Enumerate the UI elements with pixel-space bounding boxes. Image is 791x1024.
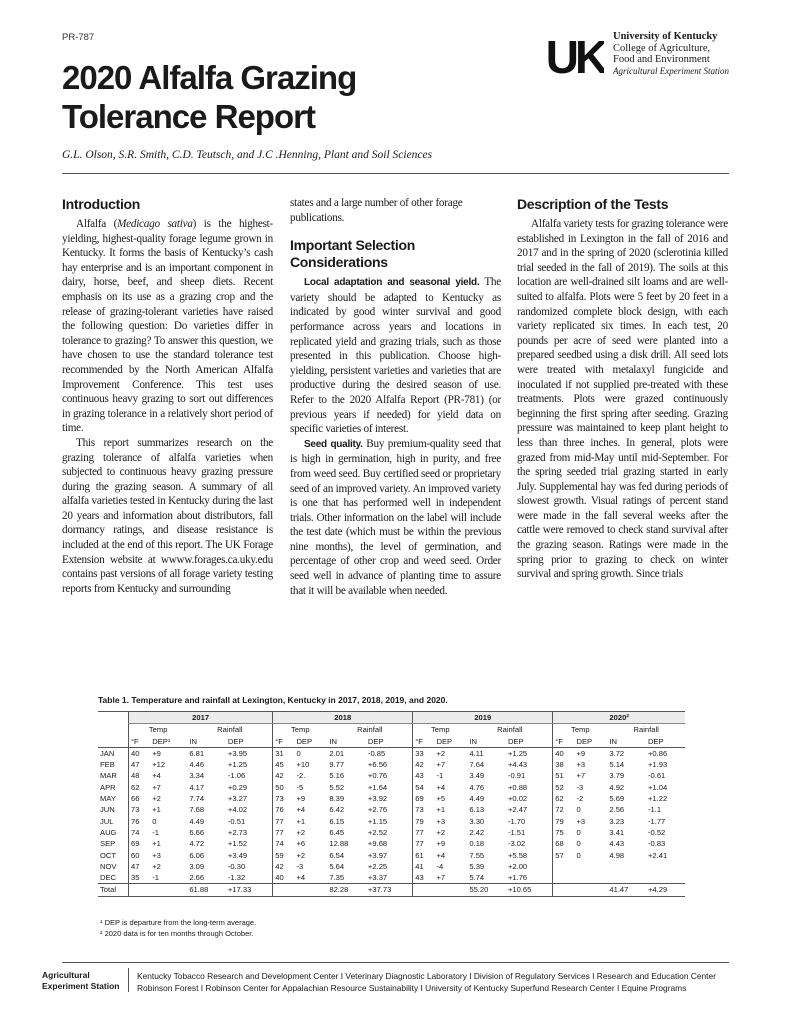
unit-cell: DEP — [506, 736, 553, 748]
table-cell: 4.49 — [189, 816, 205, 826]
table-cell: 41.47 — [607, 884, 646, 896]
table-cell: 4.76 — [469, 782, 485, 792]
footer-station: Agricultural Experiment Station — [42, 970, 120, 991]
unit-cell: DEP — [434, 736, 467, 748]
table-cell: 7.68 — [189, 805, 205, 815]
footer-divider — [62, 962, 729, 963]
table-cell: 38 — [553, 759, 575, 770]
row-label: FEB — [100, 760, 115, 770]
table-cell: -0.30 — [227, 861, 246, 871]
table-cell: -0.85 — [366, 747, 413, 759]
unit-cell: °F — [553, 736, 575, 748]
table-cell: 7.35 — [329, 873, 345, 883]
table-cell: 66 — [129, 793, 151, 804]
table-cell: 3.72 — [607, 747, 646, 759]
table-cell: 9.77 — [329, 760, 345, 770]
table-cell: 73 — [413, 804, 435, 815]
table-cell: 5.64 — [329, 861, 345, 871]
table-cell: 72 — [553, 804, 575, 815]
table-cell: -1 — [436, 771, 444, 781]
table-cell: 79 — [553, 816, 575, 827]
table-cell: 51 — [553, 770, 575, 781]
table-cell: 2.01 — [327, 747, 366, 759]
footnote-2: ² 2020 data is for ten months through October. — [100, 928, 254, 938]
table-row — [98, 861, 685, 872]
table-cell: 3.41 — [609, 827, 625, 837]
report-code: PR-787 — [62, 32, 95, 43]
table-cell: 73 — [273, 793, 295, 804]
table-cell: +9 — [150, 747, 187, 759]
table-cell: 4.72 — [189, 839, 205, 849]
table-cell: 7.64 — [469, 760, 485, 770]
table-cell: 76 — [129, 816, 151, 827]
table-cell: +1.04 — [647, 782, 668, 792]
year-header: 2017 — [129, 712, 273, 724]
table-cell: 2.66 — [189, 873, 205, 883]
table-cell: +4.29 — [646, 884, 685, 896]
footnote-1: ¹ DEP is departure from the long-term average. — [100, 918, 257, 927]
table-cell: 6.42 — [329, 805, 345, 815]
table-cell: 3.49 — [469, 771, 485, 781]
table-cell: 62 — [129, 782, 151, 793]
table-cell: +3 — [436, 816, 446, 826]
table-cell: 3.23 — [609, 816, 625, 826]
table-cell: 41 — [413, 861, 435, 872]
table-cell: 6.54 — [329, 850, 345, 860]
table-cell: +0.02 — [507, 794, 528, 804]
divider — [62, 173, 729, 174]
table-cell: +12 — [152, 760, 166, 770]
table-cell: 40 — [129, 747, 151, 759]
table-cell: -5 — [296, 782, 304, 792]
table-cell: 77 — [413, 838, 435, 849]
unit-cell: °F — [413, 736, 435, 748]
table-cell: 40 — [553, 747, 575, 759]
table-cell: +2.47 — [507, 805, 528, 815]
table-cell: 0 — [576, 805, 581, 815]
unit-cell: DEP — [366, 736, 413, 748]
table-cell: 45 — [273, 759, 295, 770]
table-cell: 2.42 — [469, 827, 485, 837]
table-row — [98, 838, 685, 849]
rain-header: Rainfall — [497, 725, 523, 735]
station-name: Agricultural Experiment Station — [613, 65, 729, 76]
table-cell: +3.27 — [227, 794, 248, 804]
table-cell: +3.95 — [226, 747, 273, 759]
table-row — [98, 872, 685, 884]
table-cell: +1.25 — [506, 747, 553, 759]
table-cell: 75 — [553, 827, 575, 838]
college-line-2: Food and Environment — [613, 54, 710, 65]
table-cell: 6.66 — [189, 827, 205, 837]
table-cell: 4.98 — [609, 850, 625, 860]
seed-quality-paragraph: Seed quality. Buy premium-quality seed that is high in germination, high in purity, and free from weed seed. Buy certified seed or proprietary seed of an improved variety. An improved variety is one that has performed well in independent trials. Other information on the label will include the test date (which must be within the previous nine months), the level of germination, and percentage of other crop and weed seed. Order seed well in advance of planting time to assure that it will be available when needed. — [290, 437, 501, 597]
table-cell: +2.73 — [227, 827, 248, 837]
table-cell: +3 — [576, 760, 586, 770]
table-cell: +5.58 — [507, 850, 528, 860]
table-cell: 74 — [129, 827, 151, 838]
table-cell: +1.93 — [647, 760, 668, 770]
table-cell: 5.14 — [609, 760, 625, 770]
rain-header: Rainfall — [217, 725, 243, 735]
table-cell: 47 — [129, 861, 151, 872]
column-1 — [62, 196, 273, 596]
table-cell: +4 — [296, 873, 306, 883]
table-cell: +1.22 — [647, 794, 668, 804]
table-cell: 5.52 — [329, 782, 345, 792]
table-cell: +7 — [576, 771, 586, 781]
table-cell: 8.39 — [329, 794, 345, 804]
table-cell: 3.34 — [189, 771, 205, 781]
table-cell: -1.51 — [507, 827, 526, 837]
table-cell — [273, 884, 295, 896]
intro-paragraph-1: Alfalfa (Medicago sativa) is the highest-yielding, highest-quality forage legume grown in Kentucky. It forms the basis of Kentucky’s cash hay enterprise and is an important component in dairy, horse, beef, and sheep diets. Recent emphasis on its use as a grazing crop and the release of grazing-tolerant varieties have raised the following question: Do varieties differ in tolerance to grazing? To answer this question, we have chosen to use the standard tolerance test recommended by the North American Alfalfa Improvement Conference. This test uses continuous heavy grazing to sort out differences in grazing tolerance in a relatively short period of time. — [62, 218, 274, 435]
table-cell: +10 — [296, 760, 310, 770]
table-title: Table 1. Temperature and rainfall at Lexington, Kentucky in 2017, 2018, 2019, and 2020. — [98, 695, 448, 705]
year-header: 2019 — [413, 712, 553, 724]
table-cell: 4.92 — [609, 782, 625, 792]
row-label: OCT — [100, 850, 117, 860]
table-cell: 2.56 — [609, 805, 625, 815]
table-cell: +17.33 — [226, 884, 273, 896]
row-label: MAY — [100, 794, 116, 804]
row-label: JUN — [100, 805, 115, 815]
table-cell: -3 — [576, 782, 584, 792]
table-cell: +2.25 — [367, 861, 388, 871]
table-cell: +4 — [152, 771, 161, 781]
table-cell: 12.88 — [329, 839, 349, 849]
table-row — [98, 793, 685, 804]
table-cell: 73 — [129, 804, 151, 815]
unit-cell: DEP¹ — [150, 736, 187, 748]
table-cell: +10.65 — [506, 884, 553, 896]
introduction-heading: Introduction — [62, 196, 141, 212]
table-cell: 62 — [553, 793, 575, 804]
table-cell: 5.74 — [469, 873, 485, 883]
selection-heading: Important Selection Considerations — [290, 237, 415, 271]
table-cell: -1.77 — [647, 816, 666, 826]
table-cell: 74 — [273, 838, 295, 849]
table-row — [98, 770, 685, 781]
table-row — [98, 782, 685, 793]
table-cell: -1.06 — [227, 771, 246, 781]
table-cell: +1.52 — [227, 839, 248, 849]
uk-logo — [546, 32, 604, 76]
table-cell: +3.49 — [227, 850, 248, 860]
footer-line-2: Robinson Forest I Robinson Center for Appalachian Resource Sustainability I University of Kentucky Superfund Research Center I Equine Programs — [137, 983, 687, 993]
continued-paragraph: states and a large number of other forage publications. — [290, 197, 463, 224]
table-cell: 3.79 — [609, 771, 625, 781]
table-cell: +2 — [152, 794, 161, 804]
table-cell: +3 — [576, 816, 586, 826]
table-cell: 0.18 — [469, 839, 485, 849]
table-row — [98, 747, 685, 759]
table-notes — [100, 918, 256, 939]
table-cell: +4.43 — [507, 760, 528, 770]
table-cell — [434, 884, 467, 896]
table-cell: +3.37 — [367, 873, 388, 883]
temp-header: Temp — [553, 724, 608, 736]
table-cell: +37.73 — [366, 884, 413, 896]
table-cell: 7.74 — [189, 794, 205, 804]
table-cell: +4.02 — [227, 805, 248, 815]
table-cell: 31 — [273, 747, 295, 759]
table-cell: +7 — [436, 873, 446, 883]
table-cell: -1.1 — [647, 805, 662, 815]
table-cell: +0.88 — [507, 782, 528, 792]
table-cell: +4 — [296, 805, 306, 815]
table-cell: 42 — [413, 759, 435, 770]
year-header: 2020² — [553, 712, 685, 724]
table-cell: 4.17 — [189, 782, 205, 792]
table-cell: 5.39 — [469, 861, 485, 871]
table-cell: 60 — [129, 850, 151, 861]
university-name: University of Kentucky — [613, 31, 718, 42]
description-heading: Description of the Tests — [517, 196, 669, 212]
table-cell: 68 — [553, 838, 575, 849]
table-cell: +5 — [436, 794, 446, 804]
table-cell: -1 — [152, 827, 159, 837]
table-cell — [607, 861, 646, 872]
table-cell: 6.15 — [329, 816, 345, 826]
table-cell: +7 — [152, 782, 161, 792]
row-label: APR — [100, 782, 116, 792]
table-cell: 82.28 — [327, 884, 366, 896]
table-cell: +2 — [436, 827, 446, 837]
table-cell: +1.64 — [367, 782, 388, 792]
table-cell: 69 — [129, 838, 151, 849]
table-cell: +1 — [152, 805, 161, 815]
svg-text:UK: UK — [546, 32, 604, 76]
table-cell: 55.20 — [467, 884, 506, 896]
table-cell: 43 — [413, 770, 435, 781]
table-cell: +7 — [436, 760, 446, 770]
table-cell: +6.56 — [367, 760, 388, 770]
table-cell: 6.45 — [329, 827, 345, 837]
table-cell — [574, 884, 607, 896]
table-cell: -1.32 — [227, 873, 246, 883]
unit-cell: °F — [129, 736, 151, 748]
table-cell: +0.76 — [367, 771, 388, 781]
table-cell: +4 — [436, 782, 446, 792]
table-cell: 61 — [413, 850, 435, 861]
table-cell: -0.51 — [227, 816, 246, 826]
table-cell: 59 — [273, 850, 295, 861]
institution-block — [613, 31, 729, 77]
unit-cell: IN — [187, 736, 226, 748]
table-cell: +1 — [296, 816, 306, 826]
table-cell: -0.83 — [647, 839, 666, 849]
table-cell — [607, 872, 646, 884]
table-cell: +2.41 — [647, 850, 668, 860]
table-cell — [413, 884, 435, 896]
table-cell: +1.15 — [367, 816, 388, 826]
row-label: DEC — [100, 873, 117, 883]
table-cell: +2.52 — [367, 827, 388, 837]
intro-paragraph-2: This report summarizes research on the grazing tolerance of alfalfa varieties when subjected to continuous heavy grazing pressure during the grazing season. A summary of all alfalfa varieties tested in Kentucky during the last 20 years and information about distributors, fall dormancy ratings, and disease resistance is included at the end of this report. The UK Forage Extension website at wwww.forages.ca.uky.edu contains past versions of all forage variety testing reports from Kentucky and surrounding — [62, 436, 273, 595]
table-cell: 7.55 — [469, 850, 485, 860]
footer-units — [137, 970, 716, 994]
table-cell: 6.13 — [469, 805, 485, 815]
table-cell: -0.52 — [647, 827, 666, 837]
table-cell: +2 — [152, 861, 161, 871]
table-cell: 52 — [553, 782, 575, 793]
table-cell — [294, 884, 327, 896]
table-cell — [553, 872, 575, 884]
table-cell: 42 — [273, 861, 295, 872]
table-cell: 3.30 — [469, 816, 485, 826]
unit-cell — [98, 736, 129, 748]
unit-cell: IN — [327, 736, 366, 748]
table-cell — [553, 861, 575, 872]
table-cell: 5.16 — [329, 771, 345, 781]
unit-cell: DEP — [226, 736, 273, 748]
temp-header: Temp — [413, 724, 468, 736]
table-cell: 40 — [273, 872, 295, 884]
year-header: 2018 — [273, 712, 413, 724]
table-cell: +3.92 — [367, 794, 388, 804]
description-paragraph: Alfalfa variety tests for grazing tolerance were established in Lexington in the fall of 2016 and 2017 and in the spring of 2020 (sclerotinia killed trial seeded in the fall of 2019). The soils at this location are well-drained silt loams and are well-suited to alfalfa. Plots were 5 feet by 20 feet in a randomized complete block design, with each variety replicated six times. In each test, 20 pounds per acre of seed were planted into a prepared seedbed using a disk drill. All seed lots were treated with metalaxyl fungicide and inoculated if not supplied pre-treated with these treatments. Plots were grazed continuously beginning the first spring after seeding. Grazing pressure was maintained to keep plant height to less than three inches. In general, plots were grazed from mid-May until mid-September. For the spring seeded trial grazing started in early July. Supplemental hay was fed during periods of slowest growth. Visual ratings of percent stand were made in the fall several weeks after the cattle were removed to check stand survival after the grazing season. Ratings were made in the spring prior to grazing to check on winter survival and spring growth. Since trials — [517, 218, 728, 581]
table-cell — [646, 872, 685, 884]
table-cell: +2.76 — [367, 805, 388, 815]
table-cell — [574, 872, 607, 884]
table-cell: 57 — [553, 850, 575, 861]
table-cell: +3.97 — [367, 850, 388, 860]
table-cell: +9 — [574, 747, 607, 759]
table-cell: -3.02 — [507, 839, 526, 849]
table-cell: +2 — [296, 850, 306, 860]
table-cell — [553, 884, 575, 896]
table-cell: 54 — [413, 782, 435, 793]
table-row — [98, 804, 685, 815]
table-cell: 50 — [273, 782, 295, 793]
table-cell: 4.49 — [469, 794, 485, 804]
table-cell: +3 — [152, 850, 161, 860]
table-cell: +9.68 — [367, 839, 388, 849]
table-cell: 0 — [576, 839, 581, 849]
table-cell: 33 — [413, 747, 435, 759]
table-cell: -1.70 — [507, 816, 526, 826]
row-label: NOV — [100, 861, 117, 871]
temp-header: Temp — [129, 724, 188, 736]
table-cell: -2. — [296, 771, 306, 781]
table-cell: 42 — [273, 770, 295, 781]
table-cell: +1 — [152, 839, 161, 849]
weather-table — [98, 711, 685, 897]
table-cell: 61.88 — [187, 884, 226, 896]
page-title: 2020 Alfalfa Grazing Tolerance Report — [62, 59, 357, 135]
row-label: AUG — [100, 827, 117, 837]
table-cell: 0 — [576, 850, 581, 860]
table-cell: 35 — [129, 872, 151, 884]
table-cell: 76 — [273, 804, 295, 815]
unit-cell: IN — [607, 736, 646, 748]
table-cell: -4 — [436, 861, 444, 871]
table-cell: -3 — [296, 861, 304, 871]
table-cell: 0 — [294, 747, 327, 759]
row-label: SEP — [100, 839, 116, 849]
footer-separator — [128, 968, 129, 992]
adaptation-paragraph: Local adaptation and seasonal yield. The variety should be adapted to Kentucky as indicated by good winter survival and good performance across years and locations in replicated yield and grazing trials, such as those presented in this publication. Choose high-yielding, persistent varieties and varieties that are productive during the desired season of use. Refer to the 2020 Alfalfa Report (PR-781) (or previous years if needed) for yield data on specific varieties of interest. — [290, 276, 501, 436]
table-cell: +9 — [436, 839, 446, 849]
table-cell — [129, 884, 151, 896]
table-cell: -2 — [576, 794, 584, 804]
table-cell: 4.43 — [609, 839, 625, 849]
table-cell: +2 — [296, 827, 306, 837]
row-label: Total — [98, 884, 129, 896]
table-row — [98, 827, 685, 838]
table-cell: 43 — [413, 872, 435, 884]
table-cell: 4.11 — [467, 747, 506, 759]
table-cell: 69 — [413, 793, 435, 804]
rain-header: Rainfall — [633, 725, 659, 735]
table-row — [98, 816, 685, 827]
table-cell: +1.25 — [227, 760, 248, 770]
table-row — [98, 884, 685, 896]
table-cell: 0 — [152, 816, 157, 826]
unit-cell: DEP — [646, 736, 685, 748]
table-cell: -1 — [152, 873, 159, 883]
unit-cell: IN — [467, 736, 506, 748]
unit-cell: DEP — [294, 736, 327, 748]
table-cell: +9 — [296, 794, 306, 804]
unit-cell: °F — [273, 736, 295, 748]
table-cell — [150, 884, 187, 896]
rain-header: Rainfall — [357, 725, 383, 735]
table-cell — [646, 861, 685, 872]
table-cell: +2 — [434, 747, 467, 759]
table-cell: +1 — [436, 805, 446, 815]
table-row — [98, 850, 685, 861]
footer-line-1: Kentucky Tobacco Research and Development Center I Veterinary Diagnostic Laboratory I Division of Regulatory Services I Research and Education Center — [137, 971, 716, 981]
column-2 — [290, 196, 501, 598]
table-cell: 79 — [413, 816, 435, 827]
table-cell: +0.86 — [646, 747, 685, 759]
college-line-1: College of Agriculture, — [613, 42, 711, 54]
row-label: JUL — [100, 816, 114, 826]
table-cell: -0.91 — [507, 771, 526, 781]
column-3 — [517, 196, 728, 582]
table-cell: +6 — [296, 839, 306, 849]
table-cell: 47 — [129, 759, 151, 770]
table-cell: +0.29 — [227, 782, 248, 792]
table-cell: 6.06 — [189, 850, 205, 860]
table-cell: 77 — [413, 827, 435, 838]
temp-header: Temp — [273, 724, 328, 736]
table-cell: +1.76 — [507, 873, 528, 883]
table-cell: +2.00 — [507, 861, 528, 871]
table-cell: 77 — [273, 816, 295, 827]
table-cell: 6.81 — [187, 747, 226, 759]
table-cell: 5.69 — [609, 794, 625, 804]
table-cell: 4.46 — [189, 760, 205, 770]
table-row — [98, 759, 685, 770]
row-label: JAN — [98, 747, 129, 759]
table-cell: 3.09 — [189, 861, 205, 871]
table-cell: -0.61 — [647, 771, 666, 781]
table-cell: 48 — [129, 770, 151, 781]
table-cell — [574, 861, 607, 872]
table-cell: 77 — [273, 827, 295, 838]
row-label: MAR — [100, 771, 117, 781]
authors-line: G.L. Olson, S.R. Smith, C.D. Teutsch, and J.C .Henning, Plant and Soil Sciences — [62, 149, 433, 161]
unit-cell: DEP — [574, 736, 607, 748]
table-cell: +4 — [436, 850, 446, 860]
table-cell: 0 — [576, 827, 581, 837]
